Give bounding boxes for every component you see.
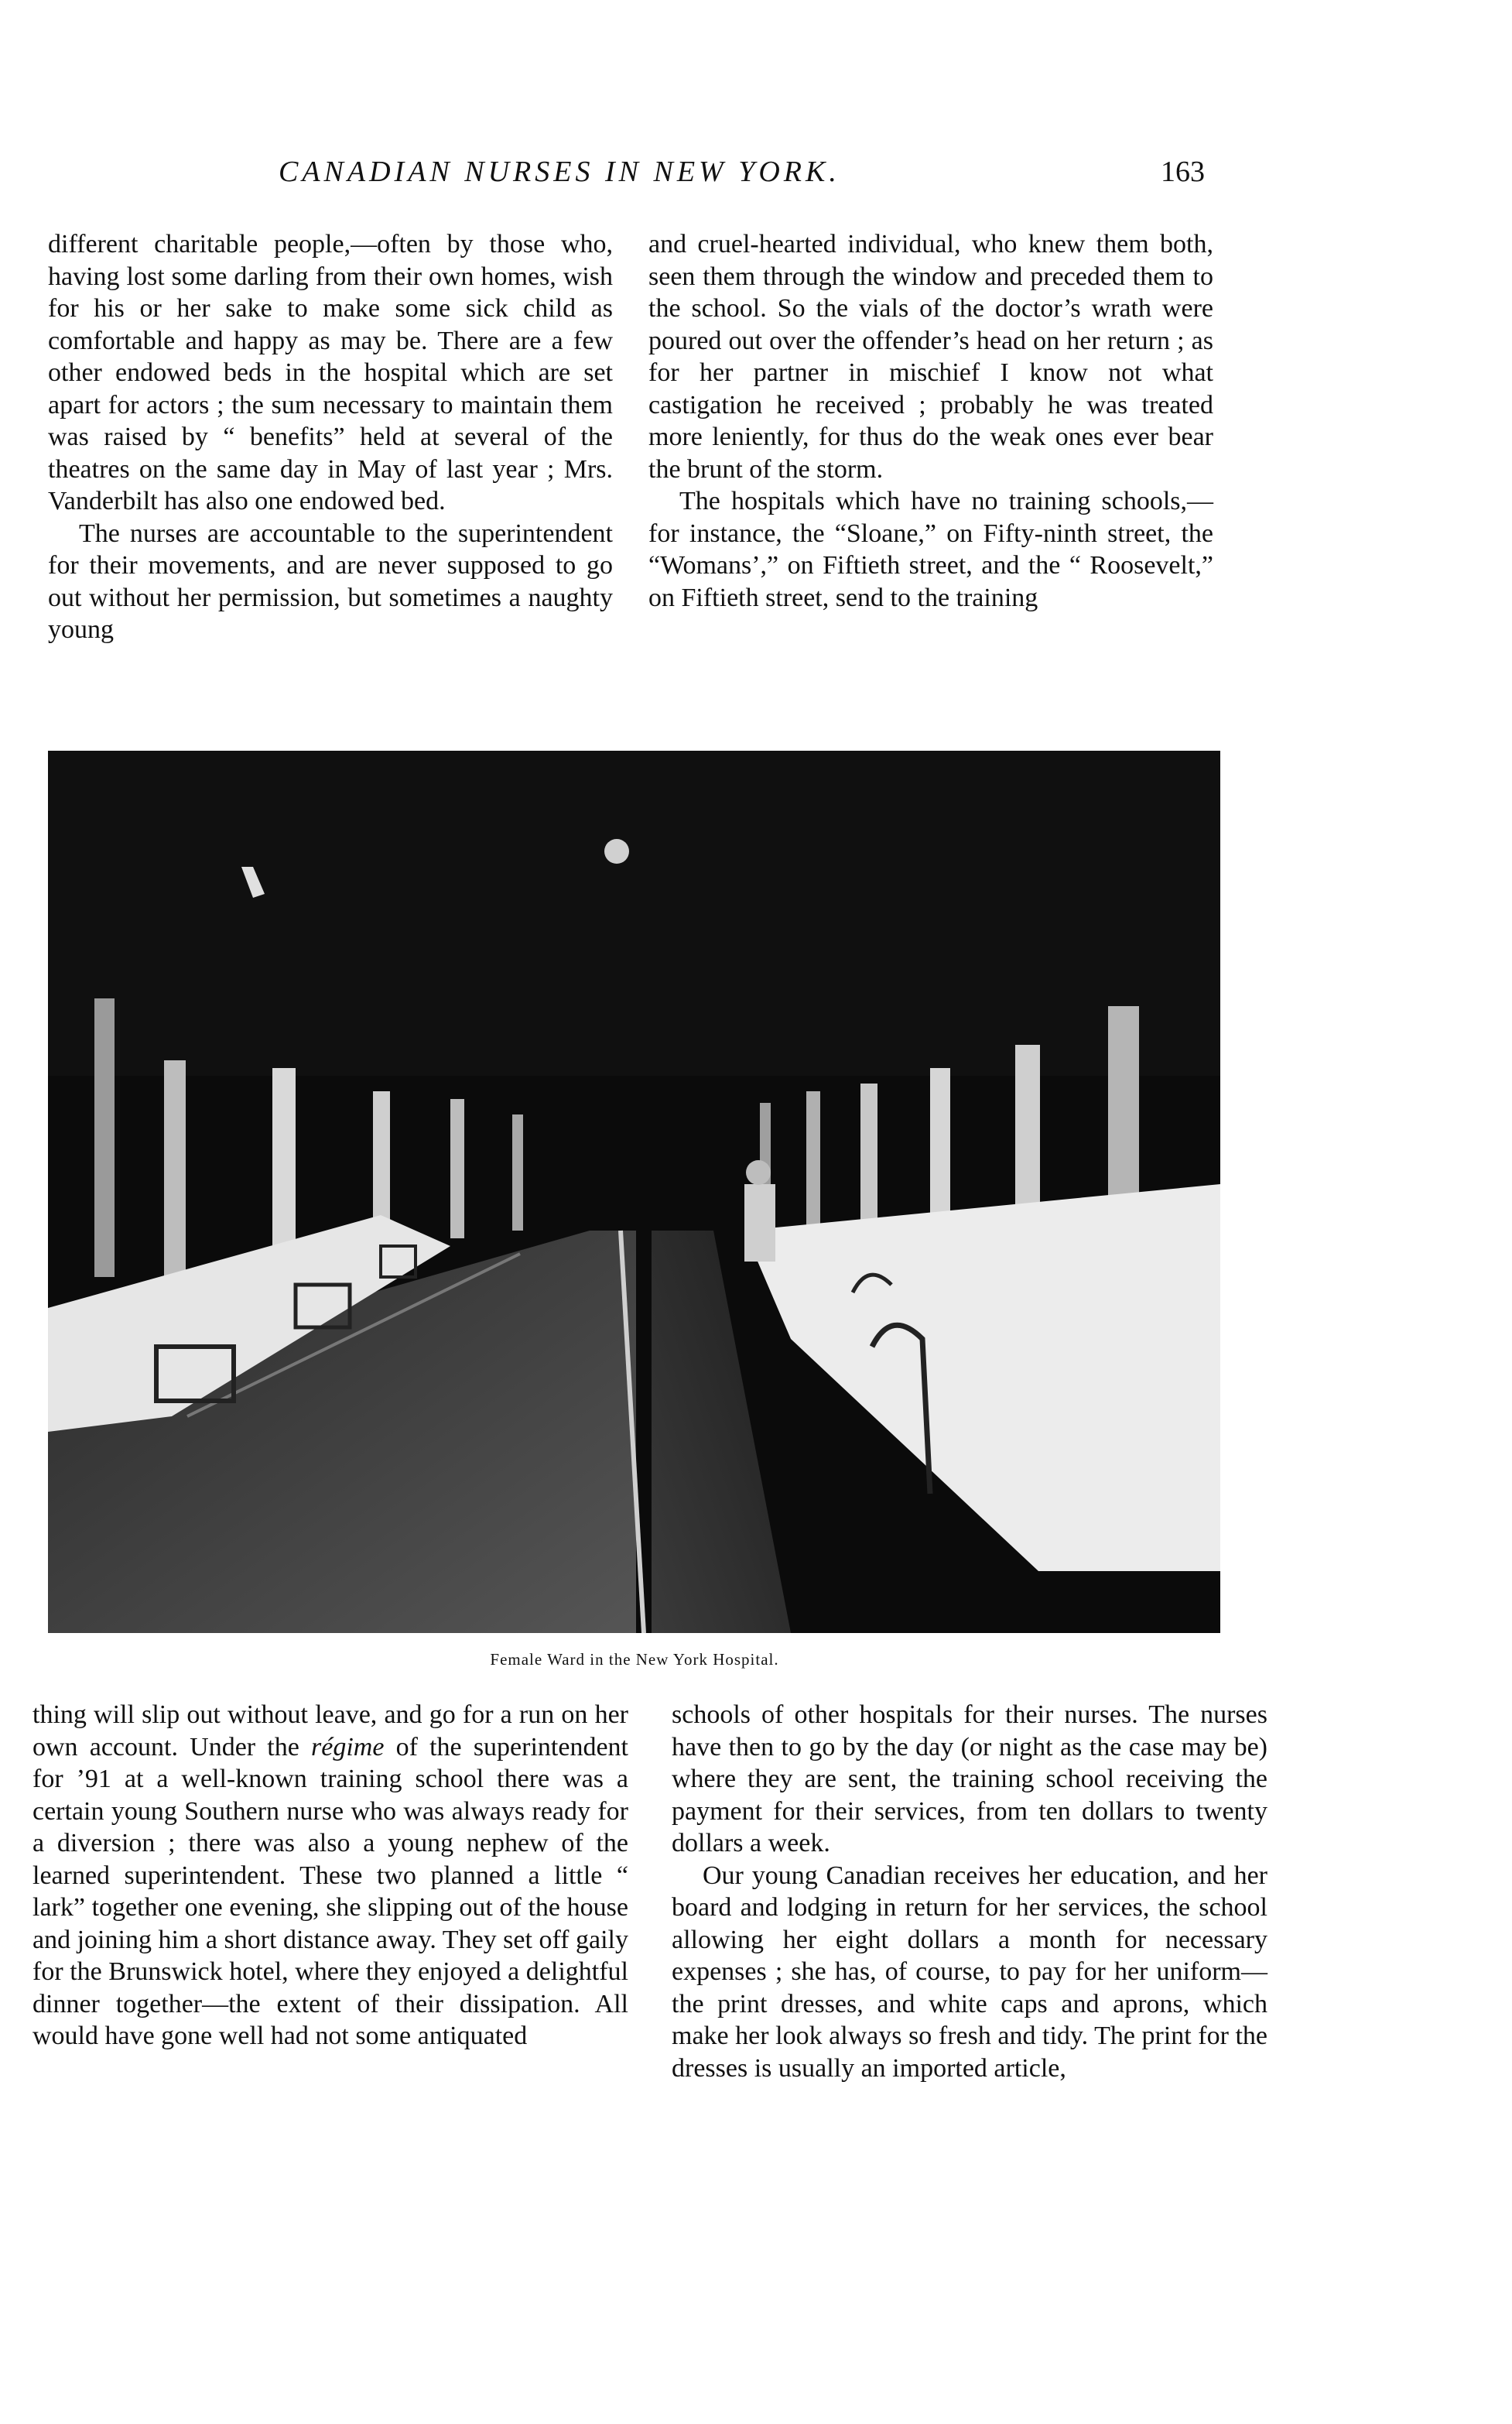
paragraph: and cruel-hearted individual, who knew them both, seen them through the window and preceded them to the school. So the vials of the doctor’s wrath were poured out over the offender’s head on her return ; as for her partner in mischief I know not what castigation he received ; probably he was treated more leniently, for thus do the weak ones ever bear the brunt of the storm. bbox=[648, 230, 1213, 484]
paragraph-text: thing will slip out without leave, and go for a run on her own account. Under the bbox=[32, 1700, 628, 1762]
hospital-ward-photograph bbox=[48, 751, 1220, 1633]
running-title: CANADIAN NURSES IN NEW YORK. bbox=[279, 156, 840, 188]
paragraph: The nurses are accountable to the superintendent for their movements, and are never supposed to go out without her permission, but sometimes a naughty young bbox=[48, 519, 613, 644]
text-column-top-left bbox=[48, 228, 613, 646]
page-header bbox=[0, 155, 1512, 201]
text-column-top-right bbox=[648, 228, 1213, 614]
paragraph-text: of the superintendent for ’91 at a well-known training school there was a certain young Southern nurse who was always ready for a diversion ; there was also a young nephew of the learned superintendent. These two planned a little “ lark” together one evening, she slipping out of the house and joining him a short distance away. They set off gaily for the Brunswick hotel, where they enjoyed a delightful dinner together—the extent of their dissipation. All would have gone well had not some antiquated bbox=[32, 1732, 628, 2050]
figure-caption: Female Ward in the New York Hospital. bbox=[490, 1650, 779, 1669]
paragraph: The hospitals which have no training schools,—for instance, the “Sloane,” on Fifty-ninth street, the “Womans’,” on Fiftieth street, and the “ Roosevelt,” on Fiftieth street, send to the training bbox=[648, 487, 1213, 612]
page-number: 163 bbox=[1161, 156, 1205, 188]
text-column-bottom-right bbox=[672, 1699, 1267, 2084]
text-column-bottom-left bbox=[32, 1699, 628, 2053]
paragraph: different charitable people,—often by those who, having lost some darling from their own homes, wish for his or her sake to make some sick child as comfortable and happy as may be. There are a few other endowed beds in the hospital which are set apart for actors ; the sum necessary to maintain them was raised by “ benefits” held at several of the theatres on the same day in May of last year ; Mrs. Vanderbilt has also one endowed bed. bbox=[48, 230, 613, 515]
italic-word: régime bbox=[311, 1732, 385, 1762]
ward-photo-illustration bbox=[48, 751, 1220, 1633]
paragraph: Our young Canadian receives her education, and her board and lodging in return for her services, the school allowing her eight dollars a month for necessary expenses ; she has, of course, to pay for her uniform—the print dresses, and white caps and aprons, which make her look always so fresh and tidy. The print for the dresses is usually an imported article, bbox=[672, 1861, 1267, 2083]
paragraph bbox=[32, 1699, 628, 2053]
paragraph: schools of other hospitals for their nurses. The nurses have then to go by the day (or night as the case may be) where they are sent, the training school receiving the payment for their services, from ten dollars to twenty dollars a week. bbox=[672, 1700, 1267, 1857]
